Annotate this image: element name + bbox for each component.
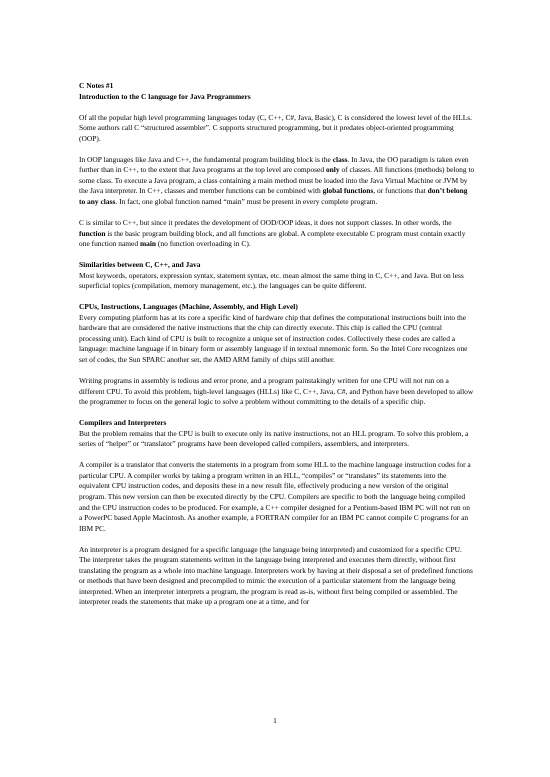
- section-compilers: [79, 418, 475, 608]
- text-run: is the basic program building block, and all functions are global. A complete executable C program must contain exactly one function named: [79, 228, 466, 249]
- title-block: [79, 81, 475, 102]
- section-heading: Similarities between C, C++, and Java: [79, 260, 201, 270]
- c-vs-cpp-paragraph: [79, 218, 475, 250]
- bold-text: function: [79, 228, 106, 238]
- oop-paragraph: [79, 155, 475, 208]
- bold-text: global functions: [322, 186, 374, 196]
- section-paragraph: But the problem remains that the CPU is built to execute only its native instructions, not an HLL program. To solve this problem, a series of “helper” or “translator” programs have been developed called compilers, assemblers, and interpreters.: [79, 428, 469, 449]
- bold-text: main: [139, 239, 157, 249]
- section-heading: CPUs, Instructions, Languages (Machine, Assembly, and High Level): [79, 302, 298, 312]
- text-run: . In Java, the OO paradigm is taken even further than in C++, to the extent that Java programs at the top level are composed: [79, 154, 469, 175]
- section-paragraph: Most keywords, operators, expression syntax, statement syntax, etc. mean almost the same thing in C, C++, and Java. But on less superficial topics (compilation, memory management, etc.), the languages can be quite different.: [79, 270, 464, 291]
- intro-paragraph: Of all the popular high level programming languages today (C, C++, C#, Java, Basic), C is considered the lowest level of the HLLs. Some authors call C “structured assembler”. C supports structured programming, but it predates object-oriented programming (OOP).: [79, 112, 472, 143]
- text-run: In OOP languages like Java and C++, the fundamental program building block is the: [79, 154, 333, 164]
- section-paragraph: A compiler is a translator that converts the statements in a program from some HLL to the machine language instruction codes for a particular CPU. A compiler works by taking a program written in an HLL, “compiles” or “translates” its statements into the equivalent CPU instruction codes, and deposits these in a new result file, effectively producing a new version of the original program. This new version can then be executed directly by the CPU. Compilers are specific to both the language being compiled and the CPU instruction codes to be produced. For example, a C++ compiler designed for a Pentium-based IBM PC will not run on a PowerPC based Apple Macintosh. As another example, a FORTRAN compiler for an IBM PC cannot compile C programs for an IBM PC.: [79, 460, 471, 533]
- bold-text: don’t belong to any class: [79, 186, 468, 206]
- document-body: [79, 81, 475, 618]
- section-cpus: [79, 302, 475, 407]
- page-title: C Notes #1: [79, 81, 114, 90]
- section-paragraph: An interpreter is a program designed for a specific language (the language being interpreted) and customized for a specific CPU. The interpreter takes the program statements written in the language being interpreted and executes them directly, without first translating the program as a whole into machine language. Interpreters work by having at their disposal a set of predefined functions or methods that have been designed and precompiled to mimic the execution of a particular statement from the language being interpreted. When an interpreter interprets a program, the program is read as-is, without first being compiled or assembled. The interpreter reads the statements that make up a program one at a time, and for: [79, 544, 473, 607]
- bold-text: class: [332, 154, 348, 164]
- text-run: , or functions that: [373, 186, 428, 196]
- section-similarities: [79, 260, 475, 292]
- text-run: (no function overloading in C).: [156, 239, 251, 249]
- text-run: . In fact, one global function named “main” must be present in every complete program.: [115, 196, 378, 206]
- section-paragraph: Every computing platform has at its core a specific kind of hardware chip that defines the computational instructions built into the hardware that are considered the native instructions that the chip can directly execute. This chip is called the CPU (central processing unit). Each kind of CPU is built to recognize a unique set of instruction codes. Collectively these codes are called a language: machine language if in binary form or assembly language if in textual mnemonic form. So the Intel Core recognizes one set of codes, the Sun SPARC another set, the AMD ARM family of chips still another.: [79, 312, 468, 364]
- page-subtitle: Introduction to the C language for Java Programmers: [79, 91, 251, 101]
- page-number: 1: [273, 716, 277, 725]
- section-paragraph: Writing programs in assembly is tedious and error prone, and a program painstakingly written for one CPU will not run on a different CPU. To avoid this problem, high-level languages (HLLs) like C, C++, Java, C#, and Python have been developed to allow the programmer to focus on the general logic to solve a problem without committing to the details of a specific chip.: [79, 376, 474, 407]
- bold-text: only: [325, 165, 340, 175]
- section-heading: Compilers and Interpreters: [79, 418, 167, 428]
- text-run: C is similar to C++, but since it predates the development of OOD/OOP ideas, it does not support classes. In other words, the: [79, 217, 452, 227]
- text-run: of classes. All functions (methods) belong to some class. To execute a Java program, a class containing a main method must be loaded into the Java Virtual Machine or JVM by the Java interpreter. In C++, classes and member functions can be combined with: [79, 165, 475, 196]
